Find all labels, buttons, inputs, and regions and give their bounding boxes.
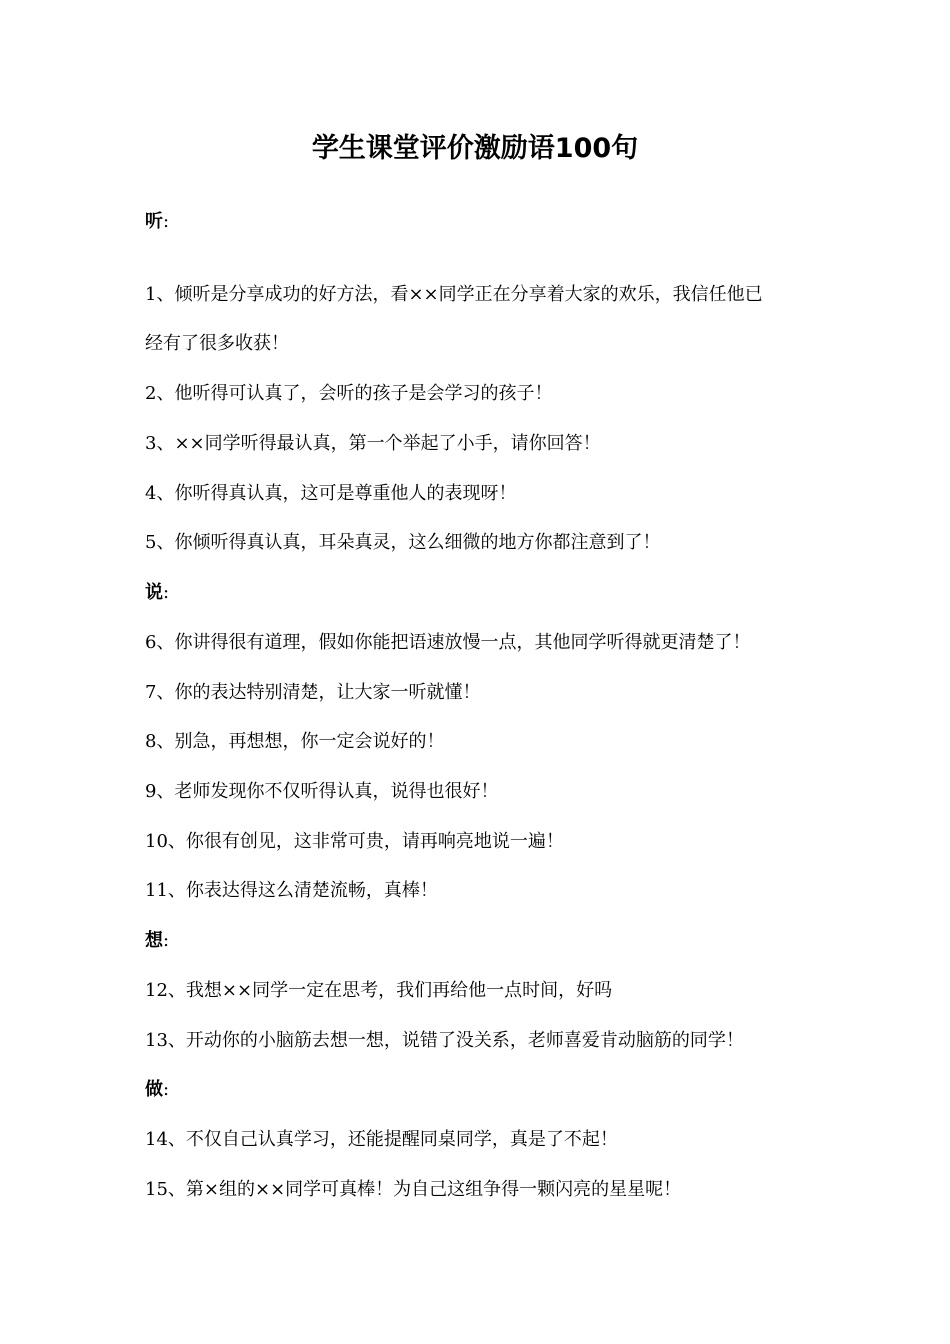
list-item: 13、开动你的小脑筋去想一想，说错了没关系，老师喜爱肯动脑筋的同学！ [145, 1030, 744, 1051]
list-item: 10、你很有创见，这非常可贵，请再响亮地说一遍！ [145, 831, 564, 852]
list-item: 5、你倾听得真认真，耳朵真灵，这么细微的地方你都注意到了！ [145, 532, 661, 553]
list-item: 7、你的表达特别清楚，让大家一听就懂！ [145, 682, 481, 703]
list-item: 15、第×组的××同学可真棒！为自己这组争得一颗闪亮的星星呢！ [145, 1179, 682, 1200]
list-item: 8、别急，再想想，你一定会说好的！ [145, 731, 445, 752]
section-heading-do: 做: [145, 1079, 170, 1100]
document-title: 学生课堂评价激励语100句 [311, 133, 639, 164]
list-item: 6、你讲得很有道理，假如你能把语速放慢一点，其他同学听得就更清楚了！ [145, 632, 751, 653]
list-item: 9、老师发现你不仅听得认真，说得也很好！ [145, 781, 499, 802]
list-item: 经有了很多收获！ [145, 333, 289, 354]
list-item: 11、你表达得这么清楚流畅，真棒！ [145, 880, 438, 901]
list-item: 2、他听得可认真了，会听的孩子是会学习的孩子！ [145, 383, 553, 404]
section-heading-think: 想: [145, 930, 170, 951]
section-heading-speak: 说: [145, 582, 170, 603]
list-item: 1、倾听是分享成功的好方法，看××同学正在分享着大家的欢乐，我信任他已 [145, 284, 763, 305]
section-heading-listen: 听: [145, 211, 170, 232]
list-item: 3、××同学听得最认真，第一个举起了小手，请你回答！ [145, 433, 601, 454]
list-item: 4、你听得真认真，这可是尊重他人的表现呀！ [145, 483, 517, 504]
list-item: 14、不仅自己认真学习，还能提醒同桌同学，真是了不起！ [145, 1129, 618, 1150]
list-item: 12、我想××同学一定在思考，我们再给他一点时间，好吗 [145, 980, 613, 1001]
